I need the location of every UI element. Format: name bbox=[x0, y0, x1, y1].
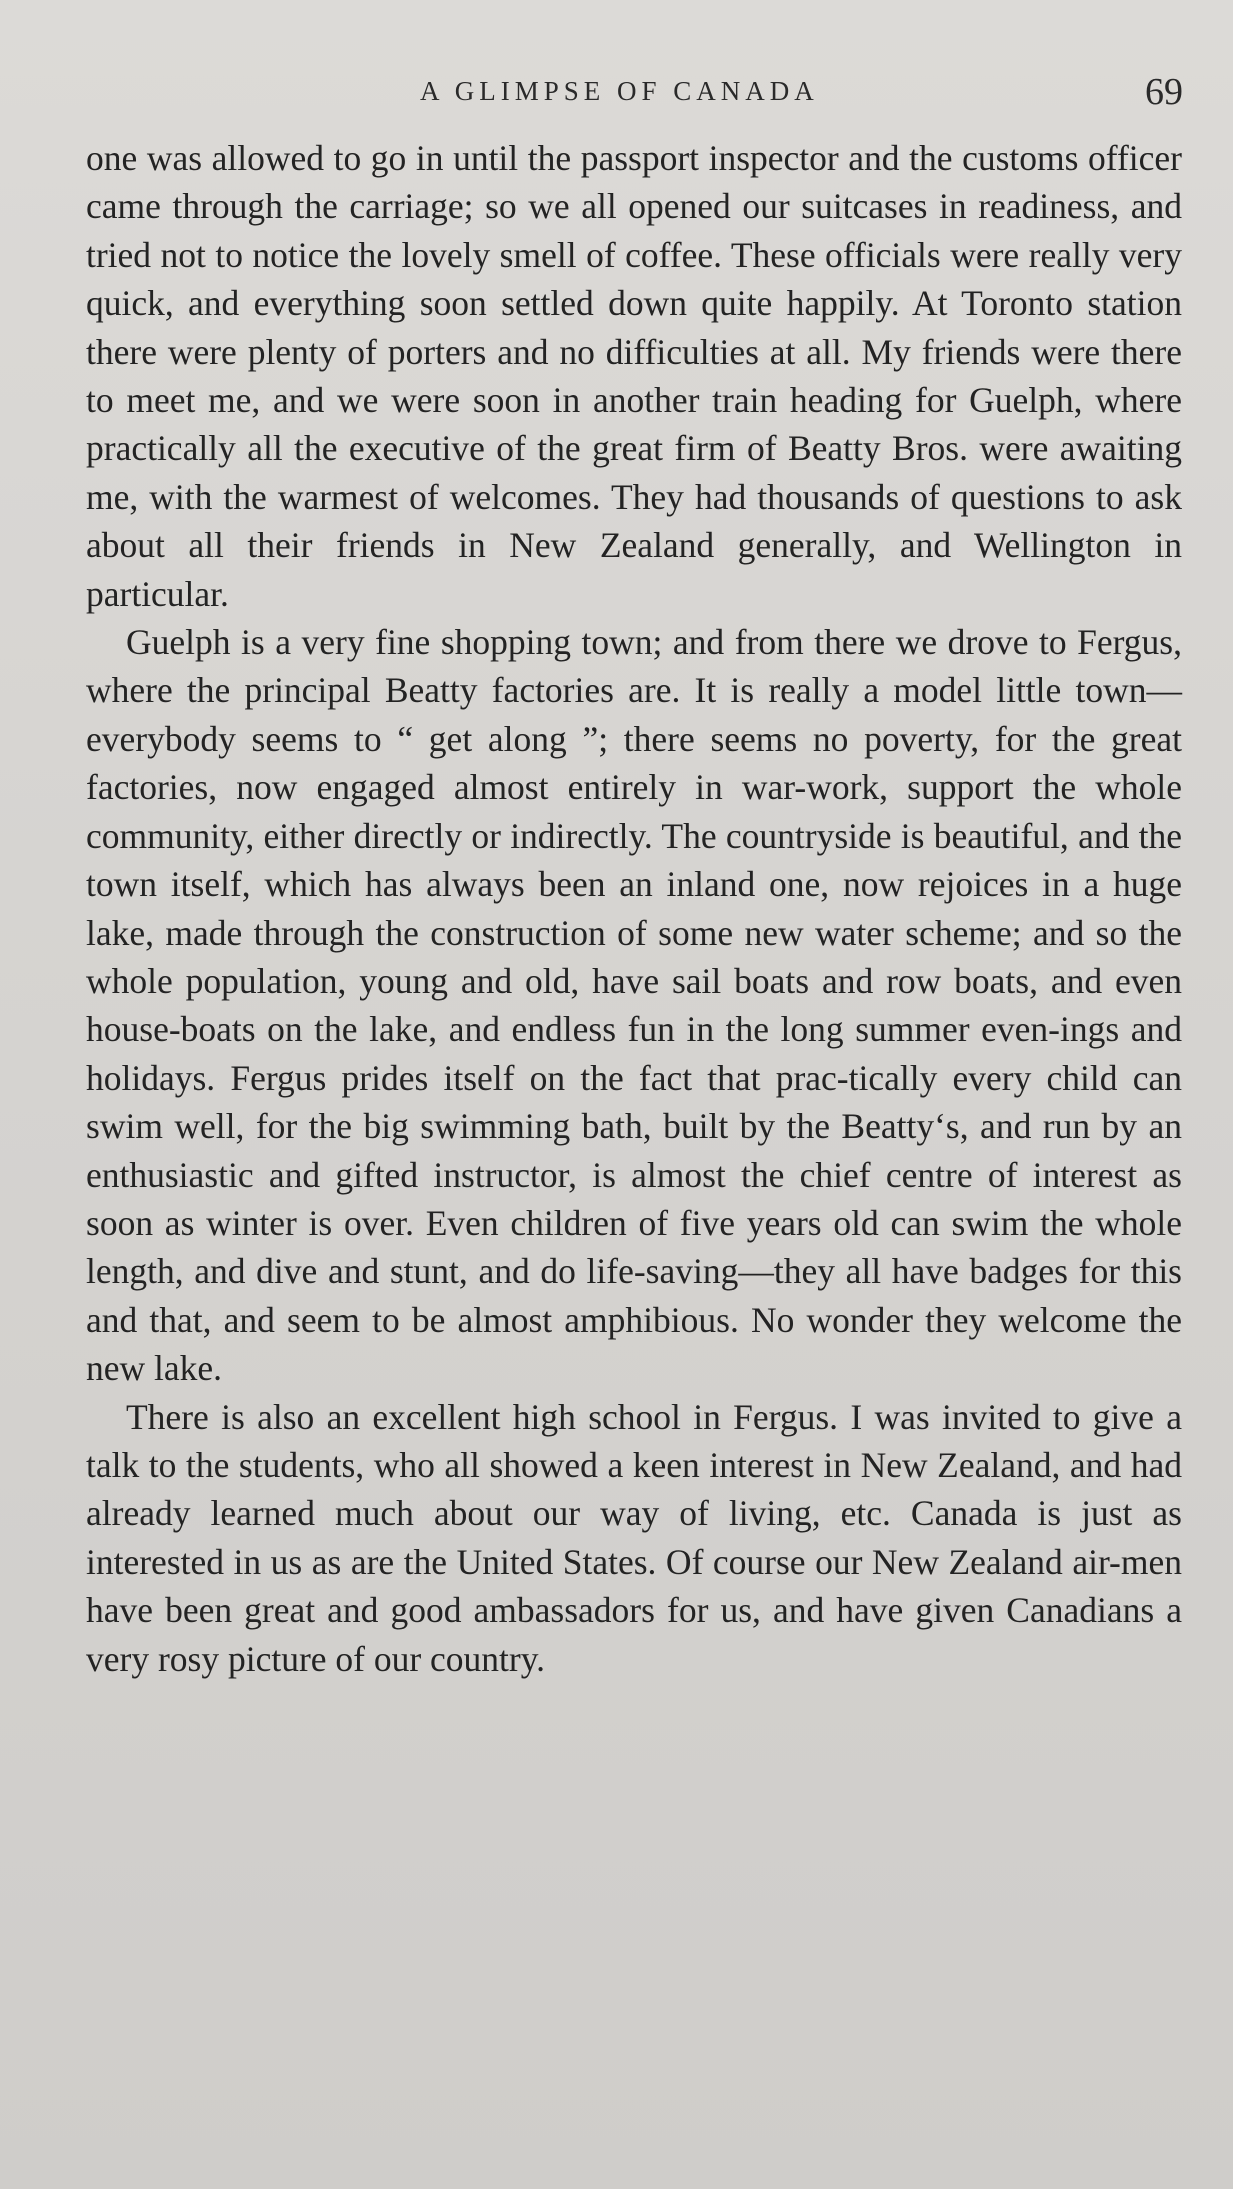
paragraph: Guelph is a very fine shopping town; and from there we drove to Fergus, where the principal Beatty factories are. It is really a model little town—everybody seems to “ get along ”; there seems no poverty, for the great factories, now engaged almost entirely in war-work, support the whole community, either directly or indirectly. The countryside is beautiful, and the town itself, which has always been an inland one, now rejoices in a huge lake, made through the construction of some new water scheme; and so the whole population, young and old, have sail boats and row boats, and even house-boats on the lake, and endless fun in the long summer even-ings and holidays. Fergus prides itself on the fact that prac-tically every child can swim well, for the big swimming bath, built by the Beatty‘s, and run by an enthusiastic and gifted instructor, is almost the chief centre of interest as soon as winter is over. Even children of five years old can swim the whole length, and dive and stunt, and do life-saving—they all have badges for this and that, and seem to be almost amphibious. No wonder they welcome the new lake. bbox=[86, 622, 1182, 1389]
paragraph: There is also an excellent high school in Fergus. I was invited to give a talk to the students, who all showed a keen interest in New Zealand, and had already learned much about our way of living, etc. Canada is just as interested in us as are the United States. Of course our New Zealand air-men have been great and good ambassadors for us, and have given Canadians a very rosy picture of our country. bbox=[86, 1396, 1182, 1679]
running-head bbox=[0, 72, 1233, 112]
paragraph: one was allowed to go in until the passport inspector and the customs officer came through the carriage; so we all opened our suitcases in readiness, and tried not to notice the lovely smell of coffee. These officials were really very quick, and everything soon settled down quite happily. At Toronto station there were plenty of porters and no difficulties at all. My friends were there to meet me, and we were soon in another train heading for Guelph, where practically all the executive of the great firm of Beatty Bros. were awaiting me, with the warmest of welcomes. They had thousands of questions to ask about all their friends in New Zealand generally, and Wellington in particular. bbox=[86, 138, 1182, 614]
running-title: A GLIMPSE OF CANADA bbox=[420, 76, 819, 106]
page-number: 69 bbox=[1145, 71, 1183, 113]
body-text bbox=[86, 134, 1182, 1683]
